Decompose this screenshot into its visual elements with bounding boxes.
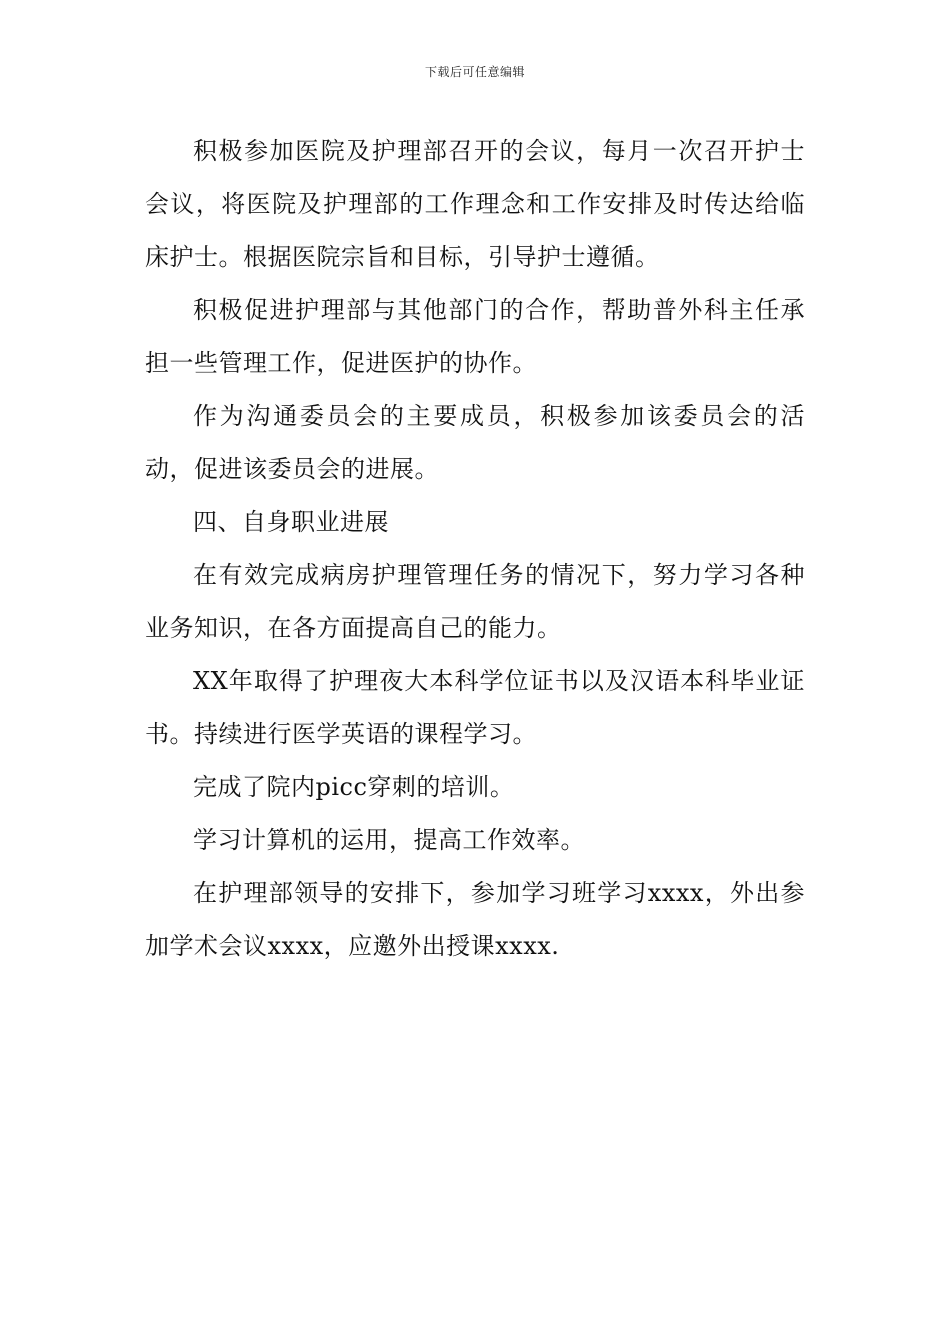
paragraph-cooperation: 积极促进护理部与其他部门的合作，帮助普外科主任承担一些管理工作，促进医护的协作。 bbox=[145, 296, 805, 377]
paragraph-meetings: 积极参加医院及护理部召开的会议，每月一次召开护士会议，将医院及护理部的工作理念和工作安排及时传达给临床护士。根据医院宗旨和目标，引导护士遵循。 bbox=[145, 137, 805, 271]
paragraph-courses: 在护理部领导的安排下，参加学习班学习xxxx，外出参加学术会议xxxx，应邀外出授课xxxx. bbox=[145, 879, 805, 960]
page-header-note: 下载后可任意编辑 bbox=[424, 65, 525, 79]
paragraph-committee: 作为沟通委员会的主要成员，积极参加该委员会的活动，促进该委员会的进展。 bbox=[145, 402, 805, 483]
paragraph-computer: 学习计算机的运用，提高工作效率。 bbox=[193, 826, 585, 854]
paragraph-picc-training: 完成了院内picc穿刺的培训。 bbox=[193, 773, 515, 801]
paragraph-certificates: XX年取得了护理夜大本科学位证书以及汉语本科毕业证书。持续进行医学英语的课程学习。 bbox=[145, 667, 805, 748]
document-body bbox=[145, 125, 805, 973]
section-heading-career: 四、自身职业进展 bbox=[193, 508, 389, 536]
paragraph-learning: 在有效完成病房护理管理任务的情况下，努力学习各种业务知识，在各方面提高自己的能力。 bbox=[145, 561, 805, 642]
